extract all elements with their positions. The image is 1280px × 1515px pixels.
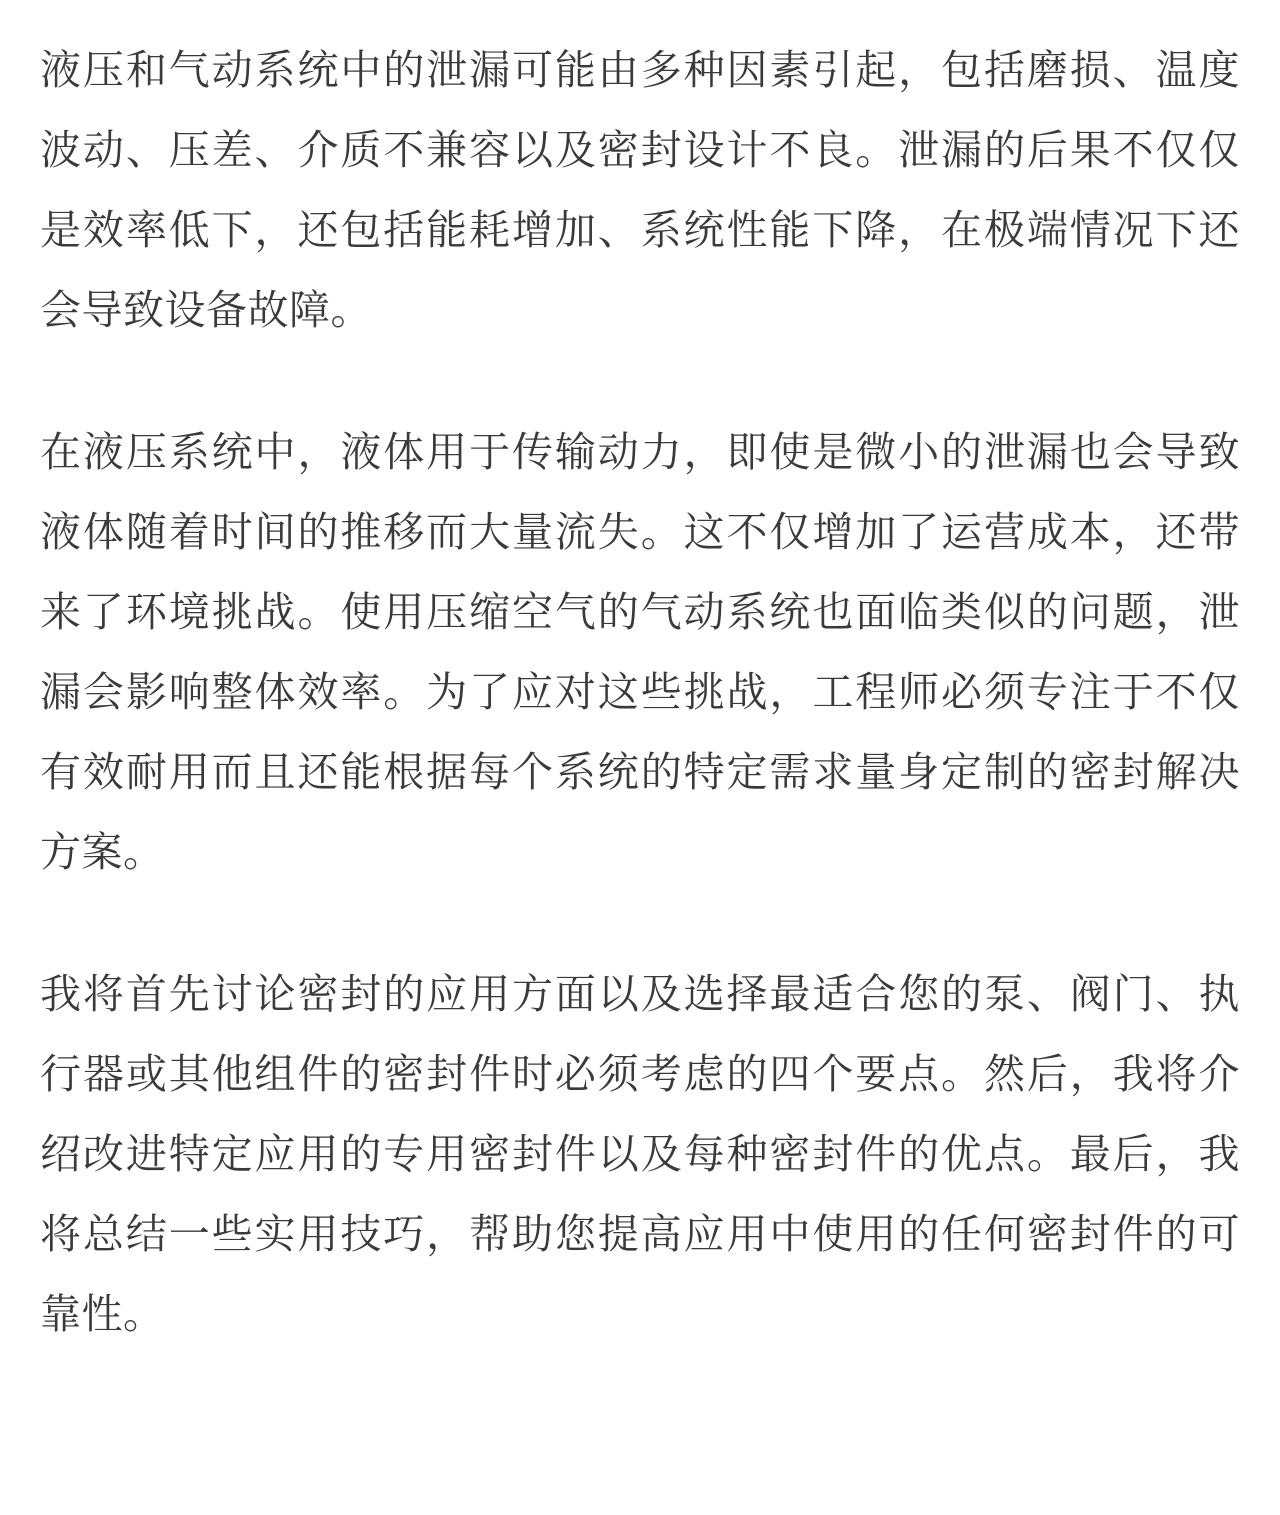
article-body [40, 30, 1240, 1354]
paragraph-hydraulic-and-pneumatic: 在液压系统中，液体用于传输动力，即使是微小的泄漏也会导致液体随着时间的推移而大量流失。这不仅增加了运营成本，还带来了环境挑战。使用压缩空气的气动系统也面临类似的问题，泄漏会影响整体效率。为了应对这些挑战，工程师必须专注于不仅有效耐用而且还能根据每个系统的特定需求量身定制的密封解决方案。 [40, 429, 1240, 875]
paragraph-article-outline: 我将首先讨论密封的应用方面以及选择最适合您的泵、阀门、执行器或其他组件的密封件时必须考虑的四个要点。然后，我将介绍改进特定应用的专用密封件以及每种密封件的优点。最后，我将总结一些实用技巧，帮助您提高应用中使用的任何密封件的可靠性。 [40, 971, 1240, 1337]
paragraph-causes-of-leakage: 液压和气动系统中的泄漏可能由多种因素引起，包括磨损、温度波动、压差、介质不兼容以及密封设计不良。泄漏的后果不仅仅是效率低下，还包括能耗增加、系统性能下降，在极端情况下还会导致设备故障。 [40, 47, 1240, 333]
